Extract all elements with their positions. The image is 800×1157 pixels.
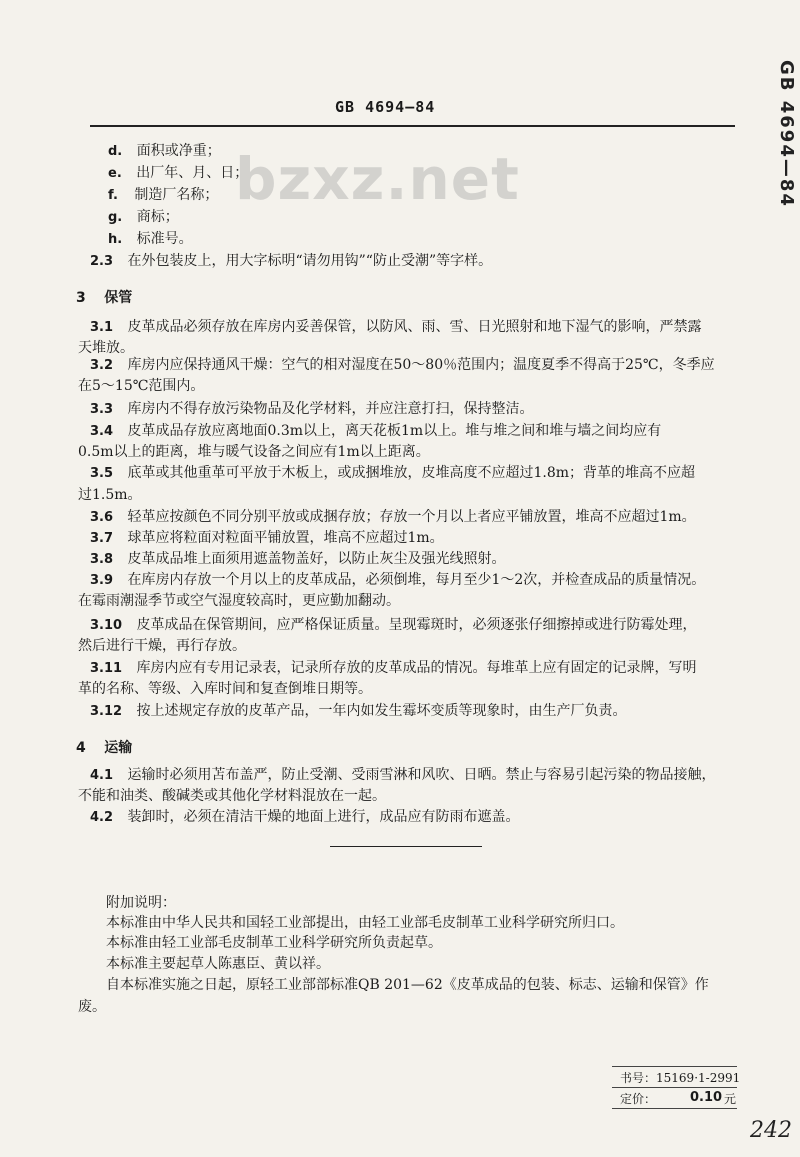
list-item: h. 标准号。 bbox=[108, 231, 193, 247]
note-line: 自本标准实施之日起，原轻工业部部标准QB 201—62《皮革成品的包装、标志、运输和保管》作 bbox=[106, 977, 709, 993]
section-divider bbox=[330, 846, 482, 847]
clause-3-1: 3.1 皮革成品必须存放在库房内妥善保管，以防风、雨、雪、日光照射和地下湿气的影响，严禁露 bbox=[90, 319, 702, 335]
footer-rule-top bbox=[612, 1066, 737, 1067]
handwritten-page-number: 242 bbox=[750, 1118, 792, 1143]
notes-title: 附加说明： bbox=[106, 895, 176, 911]
clause-3-10-cont: 然后进行干燥，再行存放。 bbox=[78, 638, 246, 654]
clause-3-3: 3.3 库房内不得存放污染物品及化学材料，并应注意打扫，保持整洁。 bbox=[90, 401, 534, 417]
clause-3-10: 3.10 皮革成品在保管期间，应严格保证质量。呈现霉斑时，必须逐张仔细擦掉或进行防霉处理， bbox=[90, 617, 697, 633]
clause-4-2: 4.2 装卸时，必须在清洁干燥的地面上进行，成品应有防雨布遮盖。 bbox=[90, 809, 520, 825]
clause-3-4: 3.4 皮革成品存放应离地面0.3m以上，离天花板1m以上。堆与堆之间和堆与墙之间均应有 bbox=[90, 423, 662, 439]
note-line: 本标准由轻工业部毛皮制革工业科学研究所负责起草。 bbox=[106, 935, 442, 951]
clause-3-2: 3.2 库房内应保持通风干燥：空气的相对湿度在50～80％范围内；温度夏季不得高于25℃，冬季应 bbox=[90, 357, 715, 373]
clause-3-11-cont: 革的名称、等级、入库时间和复查倒堆日期等。 bbox=[78, 681, 372, 697]
side-standard-code: GB 4694—84 bbox=[776, 60, 797, 208]
clause-3-5: 3.5 底革或其他重革可平放于木板上，或成捆堆放，皮堆高度不应超过1.8m；背革的堆高不应超 bbox=[90, 465, 696, 481]
clause-3-2-cont: 在5～15℃范围内。 bbox=[78, 378, 205, 394]
price: 定价： 0.10 元 bbox=[620, 1090, 737, 1106]
list-item: f. 制造厂名称； bbox=[108, 187, 219, 203]
watermark: bzxz.net bbox=[235, 145, 520, 213]
clause-3-9: 3.9 在库房内存放一个月以上的皮革成品，必须倒堆，每月至少1～2次，并检查成品的质量情况。 bbox=[90, 572, 706, 588]
clause-4-1: 4.1 运输时必须用苫布盖严，防止受潮、受雨雪淋和风吹、日晒。禁止与容易引起污染的物品接触， bbox=[90, 767, 716, 783]
standard-number-header: GB 4694—84 bbox=[335, 98, 436, 116]
list-item: e. 出厂年、月、日； bbox=[108, 165, 249, 181]
clause-3-1-cont: 天堆放。 bbox=[78, 340, 134, 356]
footer-rule-bottom bbox=[612, 1108, 737, 1109]
book-number: 书号：15169·1-2991 bbox=[620, 1071, 741, 1085]
list-item: g. 商标； bbox=[108, 209, 179, 225]
section-3-heading: 3 保管 bbox=[76, 290, 133, 306]
header-rule bbox=[90, 125, 735, 127]
note-line: 废。 bbox=[78, 999, 106, 1015]
clause-2-3: 2.3 在外包装皮上，用大字标明“请勿用钩”“防止受潮”等字样。 bbox=[90, 253, 493, 269]
clause-3-12: 3.12 按上述规定存放的皮革产品，一年内如发生霉坏变质等现象时，由生产厂负责。 bbox=[90, 703, 627, 719]
note-line: 本标准由中华人民共和国轻工业部提出，由轻工业部毛皮制革工业科学研究所归口。 bbox=[106, 915, 624, 931]
clause-3-7: 3.7 球革应将粒面对粒面平铺放置，堆高不应超过1m。 bbox=[90, 530, 444, 546]
clause-3-6: 3.6 轻革应按颜色不同分别平放或成捆存放；存放一个月以上者应平铺放置，堆高不应超过1m。 bbox=[90, 509, 696, 525]
clause-3-11: 3.11 库房内应有专用记录表，记录所存放的皮革成品的情况。每堆革上应有固定的记录牌，写明 bbox=[90, 660, 697, 676]
clause-3-9-cont: 在霉雨潮湿季节或空气湿度较高时，更应勤加翻动。 bbox=[78, 593, 400, 609]
clause-4-1-cont: 不能和油类、酸碱类或其他化学材料混放在一起。 bbox=[78, 788, 386, 804]
list-item: d. 面积或净重； bbox=[108, 143, 221, 159]
clause-3-4-cont: 0.5m以上的距离，堆与暖气设备之间应有1m以上距离。 bbox=[78, 444, 430, 460]
clause-3-5-cont: 过1.5m。 bbox=[78, 487, 142, 503]
section-4-heading: 4 运输 bbox=[76, 740, 133, 756]
footer-rule-mid bbox=[612, 1087, 737, 1088]
clause-3-8: 3.8 皮革成品堆上面须用遮盖物盖好，以防止灰尘及强光线照射。 bbox=[90, 551, 506, 567]
note-line: 本标准主要起草人陈惠臣、黄以祥。 bbox=[106, 956, 330, 972]
